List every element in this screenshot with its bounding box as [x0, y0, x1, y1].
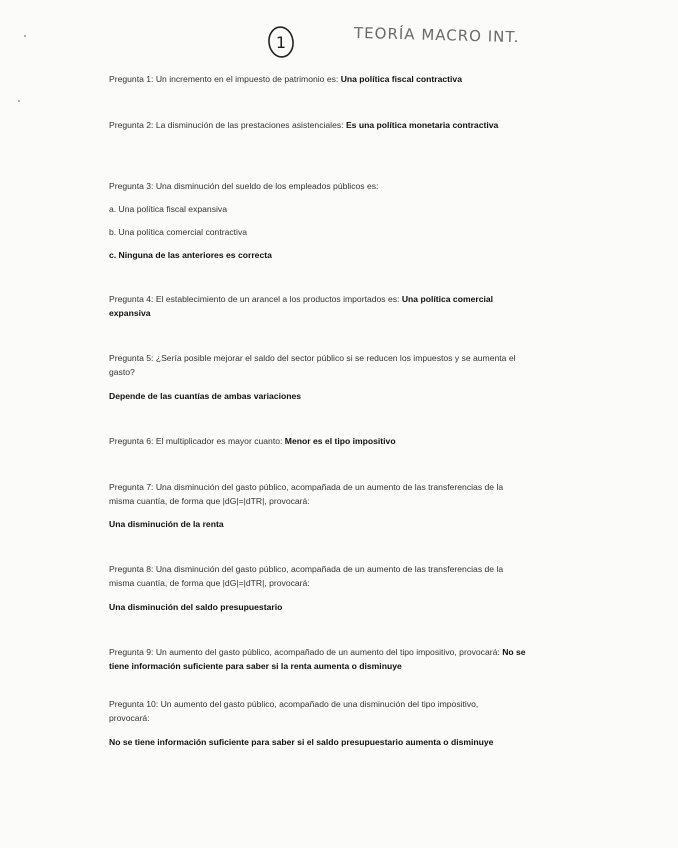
scan-speck	[18, 100, 20, 102]
question-10-text: Pregunta 10: Un aumento del gasto público, acompañado de una disminución del tipo impositivo, provocará:	[109, 699, 479, 723]
circled-page-number	[266, 24, 296, 60]
question-5-answer: Depende de las cuantías de ambas variaciones	[109, 391, 302, 401]
question-9-answer: No se tiene información suficiente para saber si la renta aumenta o disminuye	[109, 647, 526, 671]
question-5-text: Pregunta 5: ¿Sería posible mejorar el saldo del sector público si se reducen los impuestos y se aumenta el gasto?	[109, 353, 516, 377]
question-4-text: Pregunta 4: El establecimiento de un arancel a los productos importados es:	[109, 294, 402, 304]
question-8	[109, 562, 509, 590]
question-7-text: Pregunta 7: Una disminución del gasto público, acompañada de un aumento de las transferencias de la misma cuantía, de forma que |dG|=|dTR|, provocará:	[109, 482, 504, 506]
question-1	[109, 72, 549, 86]
page-number-text: 1	[275, 33, 287, 52]
question-2-answer: Es una política monetaria contractiva	[345, 120, 499, 130]
scan-speck	[24, 35, 26, 37]
question-4-answer: Una política comercial expansiva	[109, 294, 494, 318]
question-10-answer: No se tiene información suficiente para saber si el saldo presupuestario aumenta o disminuye	[109, 737, 494, 747]
question-9-text: Pregunta 9: Un aumento del gasto público, acompañado de un aumento del tipo impositivo, provocará:	[109, 647, 503, 657]
question-2	[109, 118, 519, 132]
question-1-answer: Una política fiscal contractiva	[340, 74, 462, 84]
question-2-text: Pregunta 2: La disminución de las prestaciones asistenciales:	[109, 120, 346, 130]
question-3-answer: c. Ninguna de las anteriores es correcta	[109, 250, 272, 260]
handwritten-title: TEORÍA MACRO INT.	[353, 23, 520, 47]
question-7-answer: Una disminución de la renta	[109, 519, 224, 529]
question-5	[109, 351, 539, 379]
question-3-option-a: a. Una política fiscal expansiva	[109, 204, 227, 214]
question-10	[109, 697, 509, 725]
question-7	[109, 480, 509, 508]
question-6-answer: Menor es el tipo impositivo	[284, 436, 396, 446]
question-9	[109, 645, 539, 673]
question-3-text: Pregunta 3: Una disminución del sueldo de los empleados públicos es:	[109, 181, 379, 191]
question-3	[109, 179, 549, 193]
question-8-answer: Una disminución del saldo presupuestario	[109, 602, 283, 612]
question-1-text: Pregunta 1: Un incremento en el impuesto de patrimonio es:	[109, 74, 341, 84]
question-4	[109, 292, 519, 320]
question-6	[109, 434, 549, 448]
question-6-text: Pregunta 6: El multiplicador es mayor cuanto:	[109, 436, 285, 446]
question-3-option-b: b. Una política comercial contractiva	[109, 227, 248, 237]
question-8-text: Pregunta 8: Una disminución del gasto público, acompañada de un aumento de las transferencias de la misma cuantía, de forma que |dG|=|dTR|, provocará:	[109, 564, 504, 588]
